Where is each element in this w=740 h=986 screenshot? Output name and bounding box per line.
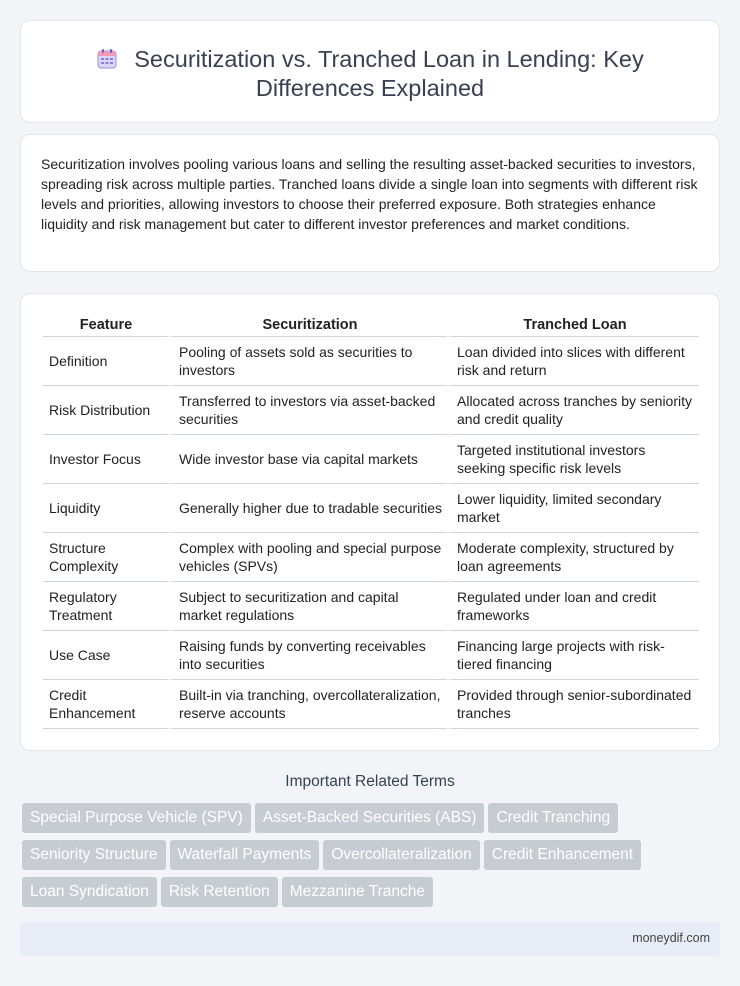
tag-spv[interactable]: Special Purpose Vehicle (SPV) [22, 803, 251, 833]
table-cell-securitization: Subject to securitization and capital market regulations [169, 582, 447, 631]
tag-risk-retention[interactable]: Risk Retention [161, 877, 278, 907]
header-feature: Feature [43, 316, 169, 337]
tag-mezzanine-tranche[interactable]: Mezzanine Tranche [282, 877, 433, 907]
related-terms-title: Important Related Terms [285, 773, 455, 790]
table-row [43, 680, 699, 729]
table-cell-securitization: Complex with pooling and special purpose vehicles (SPVs) [169, 533, 447, 582]
comparison-table [43, 316, 699, 729]
table-header-row [43, 316, 699, 337]
table-cell-tranched-loan: Allocated across tranches by seniority and credit quality [447, 386, 699, 435]
summary-card [20, 134, 720, 272]
tag-abs[interactable]: Asset-Backed Securities (ABS) [255, 803, 485, 833]
header-securitization: Securitization [169, 316, 447, 337]
table-cell-tranched-loan: Lower liquidity, limited secondary market [447, 484, 699, 533]
table-row [43, 631, 699, 680]
title-card [20, 20, 720, 123]
table-cell-securitization: Raising funds by converting receivables into securities [169, 631, 447, 680]
table-cell-tranched-loan: Loan divided into slices with different risk and return [447, 337, 699, 386]
tag-seniority-structure[interactable]: Seniority Structure [22, 840, 166, 870]
table-row [43, 484, 699, 533]
table-row [43, 337, 699, 386]
title-line-2: Differences Explained [255, 75, 485, 101]
table-cell-tranched-loan: Moderate complexity, structured by loan agreements [447, 533, 699, 582]
table-cell-securitization: Generally higher due to tradable securities [169, 484, 447, 533]
table-cell-feature: Definition [43, 337, 169, 386]
table-cell-securitization: Pooling of assets sold as securities to investors [169, 337, 447, 386]
footer [20, 922, 720, 956]
tag-loan-syndication[interactable]: Loan Syndication [22, 877, 157, 907]
table-cell-feature: Regulatory Treatment [43, 582, 169, 631]
summary-text: Securitization involves pooling various loans and selling the resulting asset-backed securities to investors, spreading risk across multiple parties. Tranched loans divide a single loan into segments with different risk levels and priorities, allowing investors to choose their preferred exposure. Both strategies enhance liquidity and risk management but cater to different investor preferences and market conditions. [41, 156, 698, 232]
table-cell-feature: Liquidity [43, 484, 169, 533]
table-cell-securitization: Wide investor base via capital markets [169, 435, 447, 484]
table-cell-securitization: Transferred to investors via asset-backed securities [169, 386, 447, 435]
tag-credit-enhancement[interactable]: Credit Enhancement [484, 840, 641, 870]
page-title [21, 45, 719, 103]
tag-overcollateralization[interactable]: Overcollateralization [323, 840, 479, 870]
table-cell-tranched-loan: Targeted institutional investors seeking specific risk levels [447, 435, 699, 484]
header-tranched-loan: Tranched Loan [447, 316, 699, 337]
table-row [43, 435, 699, 484]
table-cell-tranched-loan: Provided through senior-subordinated tranches [447, 680, 699, 729]
tag-credit-tranching[interactable]: Credit Tranching [488, 803, 618, 833]
table-cell-feature: Use Case [43, 631, 169, 680]
table-cell-securitization: Built-in via tranching, overcollateralization, reserve accounts [169, 680, 447, 729]
table-row [43, 386, 699, 435]
table-cell-tranched-loan: Regulated under loan and credit frameworks [447, 582, 699, 631]
title-line-1: Securitization vs. Tranched Loan in Lending: Key [134, 46, 644, 72]
table-cell-feature: Risk Distribution [43, 386, 169, 435]
table-row [43, 533, 699, 582]
comparison-table-card [20, 293, 720, 751]
related-terms-tags [22, 803, 722, 914]
calendar-icon [96, 48, 118, 70]
table-cell-feature: Investor Focus [43, 435, 169, 484]
table-cell-feature: Structure Complexity [43, 533, 169, 582]
table-cell-feature: Credit Enhancement [43, 680, 169, 729]
table-cell-tranched-loan: Financing large projects with risk-tiered financing [447, 631, 699, 680]
footer-site[interactable]: moneydif.com [632, 931, 710, 945]
table-row [43, 582, 699, 631]
tag-waterfall-payments[interactable]: Waterfall Payments [170, 840, 320, 870]
